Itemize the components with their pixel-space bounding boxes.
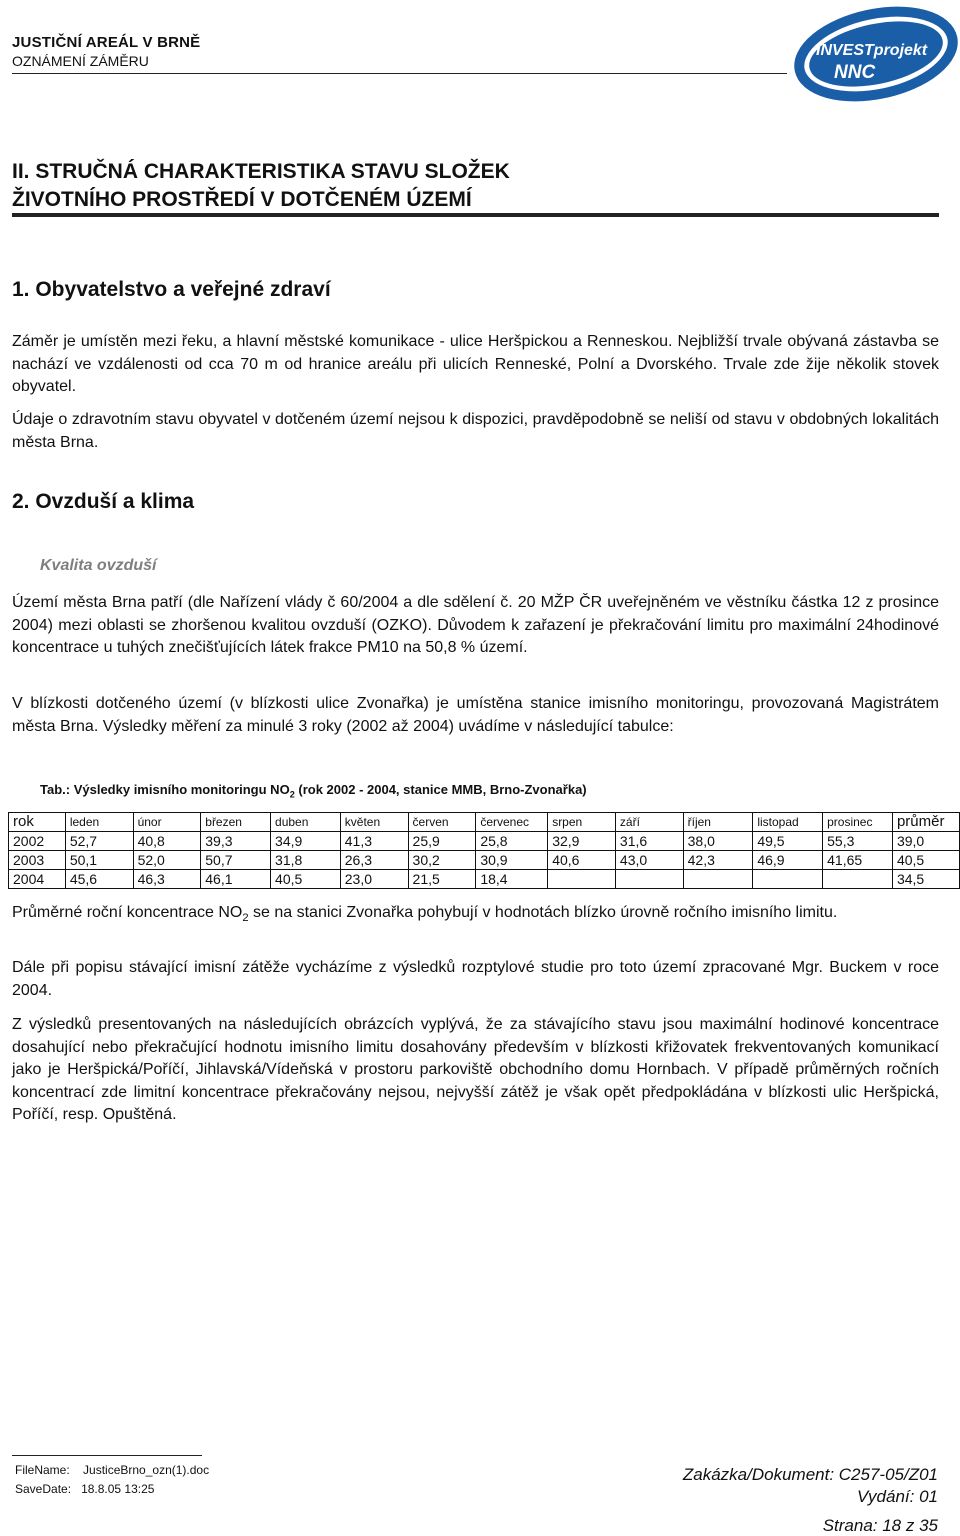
table-caption-subscript: 2 (289, 789, 295, 800)
table-cell: 55,3 (823, 832, 893, 851)
table-header-cell: září (615, 813, 683, 832)
section2-paragraph2: V blízkosti dotčeného území (v blízkosti ulice Zvonařka) je umístěna stanice imisního monitoringu, provozovaná Magistrátem města Brna. Výsledky měření za minulé 3 roky (2002 až 2004) uvádíme v následující tabulce: (12, 695, 939, 735)
table-cell: 39,0 (892, 832, 959, 851)
table-row (9, 870, 960, 889)
footer-savedate-label: SaveDate: (15, 1482, 72, 1496)
logo-text-nnc: NNC (834, 62, 876, 83)
table-cell: 2003 (9, 851, 66, 870)
table-cell (615, 870, 683, 889)
paragraph3-start: Průměrné roční koncentrace NO (12, 904, 243, 921)
table-cell: 49,5 (753, 832, 823, 851)
table-cell: 42,3 (683, 851, 753, 870)
table-cell: 2002 (9, 832, 66, 851)
table-cell: 40,8 (133, 832, 201, 851)
table-cell: 52,7 (65, 832, 133, 851)
table-cell: 25,9 (408, 832, 476, 851)
table-caption-label: Tab. (40, 782, 66, 797)
table-header-cell: listopad (753, 813, 823, 832)
table-cell: 41,65 (823, 851, 893, 870)
table-header-cell: rok (9, 813, 66, 832)
section1-paragraph1: Záměr je umístěn mezi řeku, a hlavní městské komunikace - ulice Heršpickou a Renneskou. Nejbližší trvale obývaná zástavba se nachází ve vzdálenosti od cca 70 m od hranice areálu při ulicích Renneské, Polní a Dvorského. Trvale zde žije několik stovek obyvatel. (12, 333, 939, 395)
table-cell: 21,5 (408, 870, 476, 889)
table-cell: 40,5 (892, 851, 959, 870)
investprojekt-logo (790, 2, 960, 102)
footer-savedate-value: 18.8.05 13:25 (81, 1482, 155, 1496)
table-caption (40, 782, 587, 800)
table-header-cell: prosinec (823, 813, 893, 832)
table-cell: 45,6 (65, 870, 133, 889)
table-cell: 32,9 (548, 832, 616, 851)
table-row (9, 851, 960, 870)
section2-paragraph1: Území města Brna patří (dle Nařízení vlády č 60/2004 a dle sdělení č. 20 MŽP ČR uveřejněném ve věstníku částka 12 z prosince 2004) mezi oblasti se zhoršenou kvalitou ovzduší (OZKO). Důvodem k zařazení je překračování limitu pro maximální 24hodinové koncentrace u tuhých znečišťujících látek frakce PM10 na 50,8 % území. (12, 594, 939, 656)
table-cell: 41,3 (340, 832, 408, 851)
table-cell: 52,0 (133, 851, 201, 870)
section2-paragraph4: Dále při popisu stávající imisní zátěže vycházíme z výsledků rozptylové studie pro toto území zpracované Mgr. Buckem v roce 2004. (12, 959, 939, 999)
table-cell: 38,0 (683, 832, 753, 851)
table-cell: 2004 (9, 870, 66, 889)
table-cell: 46,9 (753, 851, 823, 870)
footer-divider (12, 1455, 202, 1456)
table-header-cell: únor (133, 813, 201, 832)
table-cell: 46,3 (133, 870, 201, 889)
table-cell: 40,6 (548, 851, 616, 870)
header-divider (12, 73, 787, 74)
table-cell: 39,3 (201, 832, 271, 851)
table-cell (753, 870, 823, 889)
table-cell: 30,2 (408, 851, 476, 870)
table-header-cell: průměr (892, 813, 959, 832)
footer-zakazka: Zakázka/Dokument: C257-05/Z01 (682, 1465, 938, 1484)
section1-heading: 1. Obyvatelstvo a veřejné zdraví (12, 278, 331, 301)
footer-page-number: Strana: 18 z 35 (822, 1516, 938, 1535)
header-title: JUSTIČNÍ AREÁL V BRNĚ (12, 34, 201, 51)
table-header-cell: březen (201, 813, 271, 832)
footer-vydani: Vydání: 01 (857, 1487, 938, 1506)
table-cell: 25,8 (476, 832, 548, 851)
chapter-heading-line1: II. STRUČNÁ CHARAKTERISTIKA STAVU SLOŽEK (12, 160, 510, 183)
table-cell: 34,5 (892, 870, 959, 889)
table-cell: 26,3 (340, 851, 408, 870)
table-caption-rest: (rok 2002 - 2004, stanice MMB, Brno-Zvonařka) (294, 782, 587, 797)
table-header-row (9, 813, 960, 832)
table-header-cell: říjen (683, 813, 753, 832)
table-caption-text: : Výsledky imisního monitoringu NO (65, 782, 290, 797)
table-cell: 34,9 (271, 832, 341, 851)
table-cell: 43,0 (615, 851, 683, 870)
table-header-cell: duben (271, 813, 341, 832)
table-cell: 46,1 (201, 870, 271, 889)
paragraph3-end: se na stanici Zvonařka pohybují v hodnotách blízko úrovně ročního imisního limitu. (248, 904, 838, 921)
section2-paragraph3 (12, 902, 939, 930)
paragraph3-subscript: 2 (242, 912, 249, 925)
footer-filename (15, 1463, 209, 1477)
section1-paragraph2: Údaje o zdravotním stavu obyvatel v dotčeném území nejsou k dispozici, pravděpodobně se neliší od stavu v obdobných lokalitách města Brna. (12, 411, 939, 451)
footer-filename-value: JusticeBrno_ozn(1).doc (83, 1463, 210, 1477)
footer-filename-label: FileName: (15, 1463, 70, 1477)
table-header-cell: červenec (476, 813, 548, 832)
chapter-heading (12, 158, 912, 214)
table-cell: 30,9 (476, 851, 548, 870)
table-cell: 23,0 (340, 870, 408, 889)
table-cell (683, 870, 753, 889)
no2-monitoring-table (8, 812, 960, 889)
chapter-heading-line2: ŽIVOTNÍHO PROSTŘEDÍ V DOTČENÉM ÚZEMÍ (12, 188, 472, 211)
table-cell (823, 870, 893, 889)
table-cell: 50,1 (65, 851, 133, 870)
section2-subheading: Kvalita ovzduší (40, 557, 157, 574)
header-subtitle: OZNÁMENÍ ZÁMĚRU (12, 53, 149, 69)
table-cell: 50,7 (201, 851, 271, 870)
table-cell: 31,6 (615, 832, 683, 851)
section2-paragraph5: Z výsledků presentovaných na následujících obrázcích vyplývá, že za stávajícího stavu jsou maximální hodinové koncentrace dosahující nebo překračující hodnotu imisního limitu dosahovány především v blízkosti křižovatek frekventovaných komunikací jako je Heršpická/Poříčí, Jihlavská/Vídeňská v prostoru parkoviště obchodního domu Hornbach. V případě průměrných ročních koncentrací zde limitní koncentrace překračovány nejsou, nejvyšší zátěž je však opět předpokládána v blízkosti ulic Heršpická, Poříčí, resp. Opuštěná. (12, 1016, 939, 1123)
logo-text-investprojekt: INVESTprojekt (816, 42, 928, 59)
table-header-cell: červen (408, 813, 476, 832)
table-cell: 18,4 (476, 870, 548, 889)
table-header-cell: květen (340, 813, 408, 832)
table-cell: 40,5 (271, 870, 341, 889)
table-header-cell: srpen (548, 813, 616, 832)
table-header-cell: leden (65, 813, 133, 832)
table-row (9, 832, 960, 851)
table-cell: 31,8 (271, 851, 341, 870)
chapter-divider (12, 213, 939, 217)
footer-savedate (15, 1482, 154, 1496)
table-cell (548, 870, 616, 889)
section2-heading: 2. Ovzduší a klima (12, 490, 195, 513)
